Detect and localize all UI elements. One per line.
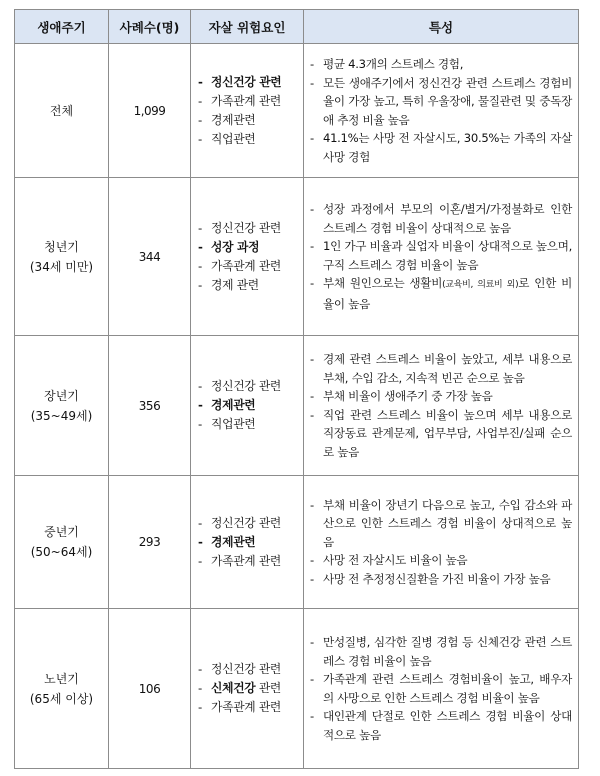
stage-label: 노년기 bbox=[44, 671, 79, 686]
table-header-row bbox=[15, 10, 579, 44]
feature-item: - 직업 관련 스트레스 비율이 높으며 세부 내용으로 직장동료 관계문제, 업무부담, 사업부진/실패 순으로 높음 bbox=[309, 406, 572, 462]
feature-item: - 평균 4.3개의 스트레스 경험, bbox=[309, 55, 572, 74]
count-cell: 106 bbox=[109, 609, 191, 769]
header-characteristics: 특성 bbox=[304, 10, 579, 44]
count-cell: 344 bbox=[109, 178, 191, 336]
table-row-total bbox=[15, 44, 579, 178]
features-cell bbox=[304, 476, 579, 609]
risk-item: - 경제 관련 bbox=[197, 276, 303, 295]
stage-cell bbox=[15, 476, 109, 609]
feature-item: - 41.1%는 사망 전 자살시도, 30.5%는 가족의 자살사망 경험 bbox=[309, 129, 572, 166]
feature-item: - 성장 과정에서 부모의 이혼/별거/가정불화로 인한 스트레스 경험 비율이 상대적으로 높음 bbox=[309, 200, 572, 237]
risk-item: - 정신건강 관련 bbox=[197, 219, 303, 238]
feature-list bbox=[309, 633, 572, 744]
risk-item: - 경제관련 bbox=[197, 111, 303, 130]
stage-age-range: (35~49세) bbox=[30, 408, 93, 423]
count-cell: 1,099 bbox=[109, 44, 191, 178]
stage-cell bbox=[15, 609, 109, 769]
risk-cell bbox=[191, 336, 304, 476]
risk-cell bbox=[191, 44, 304, 178]
risk-item: - 정신건강 관련 bbox=[197, 377, 303, 396]
risk-list bbox=[197, 377, 303, 434]
risk-list bbox=[197, 219, 303, 295]
stage-age-range: (34세 미만) bbox=[29, 259, 94, 274]
feature-item: - 1인 가구 비율과 실업자 비율이 상대적으로 높으며, 구직 스트레스 경험 비율이 높음 bbox=[309, 237, 572, 274]
risk-item: - 가족관계 관련 bbox=[197, 552, 303, 571]
stage-age-range: (65세 이상) bbox=[29, 691, 94, 706]
feature-list bbox=[309, 200, 572, 313]
stage-cell bbox=[15, 178, 109, 336]
feature-item: - 경제 관련 스트레스 비율이 높았고, 세부 내용으로 부채, 수입 감소, 지속적 빈곤 순으로 높음 bbox=[309, 350, 572, 387]
risk-cell bbox=[191, 476, 304, 609]
feature-list bbox=[309, 496, 572, 589]
stage-label: 전체 bbox=[49, 103, 74, 118]
feature-text: 로 인한 비율이 높음 bbox=[323, 276, 572, 311]
feature-item: - 모든 생애주기에서 정신건강 관련 스트레스 경험비율이 가장 높고, 특히 우울장애, 물질관련 및 중독장애 추정 비율 높음 bbox=[309, 74, 572, 130]
header-risk-factors: 자살 위험요인 bbox=[191, 10, 304, 44]
risk-item: - 정신건강 관련 bbox=[197, 514, 303, 533]
stage-cell bbox=[15, 336, 109, 476]
risk-item: - 경제관련 bbox=[197, 533, 303, 552]
feature-item: - 부채 비율이 장년기 다음으로 높고, 수입 감소와 파산으로 인한 스트레스 경험 비율이 상대적으로 높음 bbox=[309, 496, 572, 552]
risk-item: - 가족관계 관련 bbox=[197, 257, 303, 276]
stage-label: 중년기 bbox=[44, 525, 79, 539]
risk-item-bold-part: 신체건강 bbox=[211, 681, 256, 695]
risk-list bbox=[197, 73, 303, 149]
feature-list bbox=[309, 350, 572, 461]
feature-item: - 만성질병, 심각한 질병 경험 등 신체건강 관련 스트레스 경험 비율이 높음 bbox=[309, 633, 572, 670]
risk-list bbox=[197, 514, 303, 571]
feature-note-small: (교육비, 의료비 외) bbox=[442, 280, 519, 290]
table-row-youth bbox=[15, 178, 579, 336]
header-lifecycle: 생애주기 bbox=[15, 10, 109, 44]
risk-item: - 가족관계 관련 bbox=[197, 698, 303, 717]
feature-item bbox=[309, 274, 572, 313]
risk-cell bbox=[191, 178, 304, 336]
feature-item: - 대인관계 단절로 인한 스트레스 경험 비율이 상대적으로 높음 bbox=[309, 707, 572, 744]
features-cell bbox=[304, 178, 579, 336]
risk-item: - 가족관계 관련 bbox=[197, 92, 303, 111]
risk-item: - 정신건강 관련 bbox=[197, 73, 303, 92]
risk-cell bbox=[191, 609, 304, 769]
table-row-early-adult bbox=[15, 336, 579, 476]
feature-list bbox=[309, 55, 572, 166]
count-cell: 356 bbox=[109, 336, 191, 476]
features-cell bbox=[304, 609, 579, 769]
risk-item: - 직업관련 bbox=[197, 415, 303, 434]
features-cell bbox=[304, 336, 579, 476]
stage-label: 청년기 bbox=[44, 239, 79, 254]
risk-item: - 경제관련 bbox=[197, 396, 303, 415]
risk-item: - 직업관련 bbox=[197, 130, 303, 149]
feature-item: - 사망 전 추정정신질환을 가진 비율이 가장 높음 bbox=[309, 570, 572, 589]
risk-item: - 정신건강 관련 bbox=[197, 660, 303, 679]
feature-text: 부채 원인으로는 생활비 bbox=[323, 276, 443, 290]
risk-item-rest: 관련 bbox=[255, 681, 282, 695]
count-cell: 293 bbox=[109, 476, 191, 609]
header-case-count: 사례수(명) bbox=[109, 10, 191, 44]
stage-cell bbox=[15, 44, 109, 178]
risk-item bbox=[197, 679, 303, 698]
table-row-senior bbox=[15, 609, 579, 769]
risk-list bbox=[197, 660, 303, 717]
stage-age-range: (50~64세) bbox=[30, 545, 93, 559]
table-row-middle-age bbox=[15, 476, 579, 609]
features-cell bbox=[304, 44, 579, 178]
risk-item: - 성장 과정 bbox=[197, 238, 303, 257]
suicide-risk-lifecycle-table bbox=[14, 9, 579, 769]
feature-item: - 부채 비율이 생애주기 중 가장 높음 bbox=[309, 387, 572, 406]
stage-label: 장년기 bbox=[44, 388, 79, 403]
feature-item: - 사망 전 자살시도 비율이 높음 bbox=[309, 551, 572, 570]
feature-item: - 가족관계 관련 스트레스 경험비율이 높고, 배우자의 사망으로 인한 스트레스 경험 비율이 높음 bbox=[309, 670, 572, 707]
